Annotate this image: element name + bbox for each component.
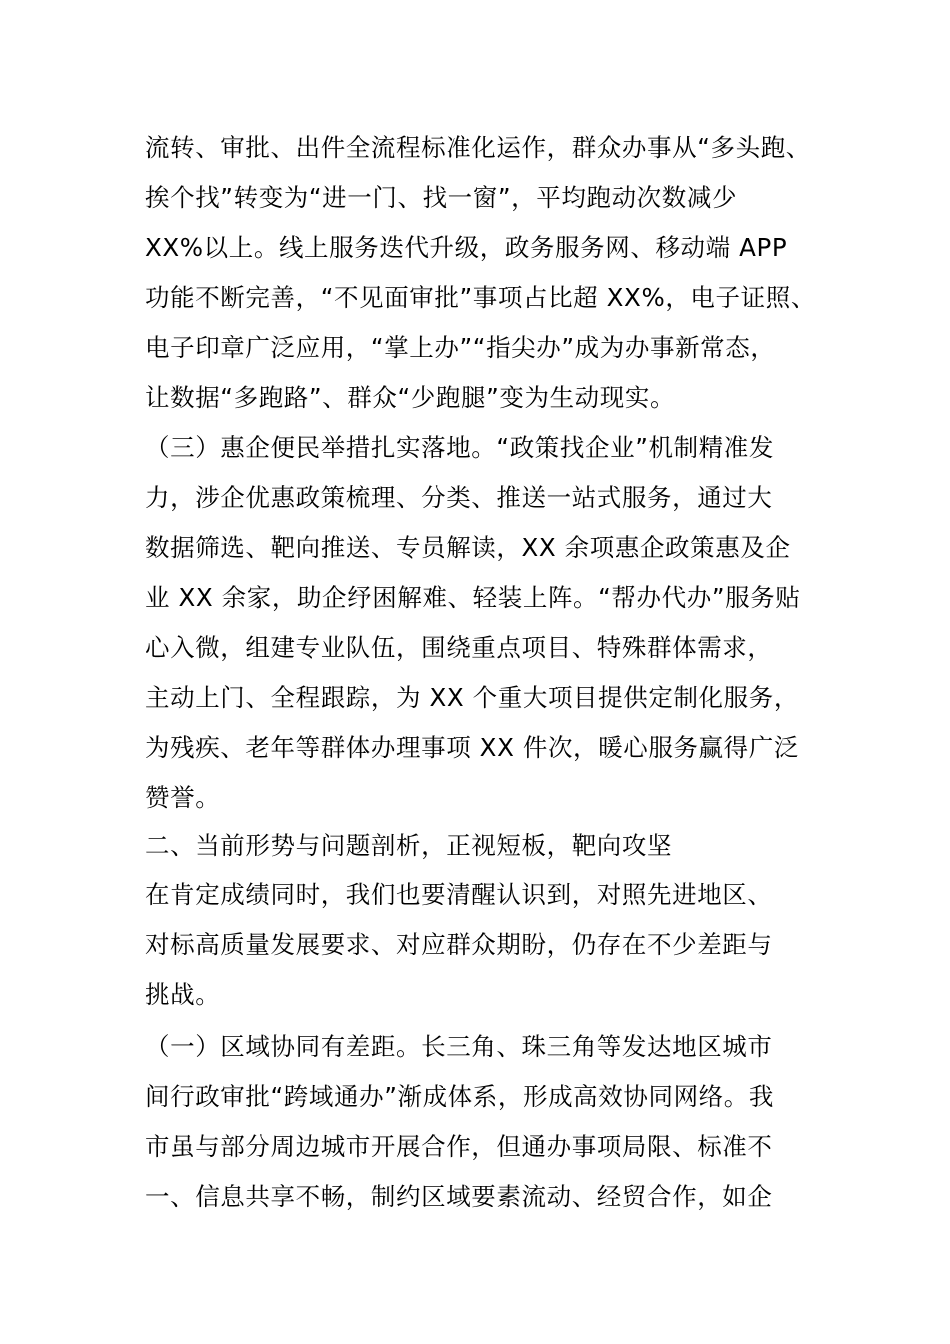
- text-line: 心入微，组建专业队伍，围绕重点项目、特殊群体需求，: [145, 633, 773, 662]
- text-line: 一、信息共享不畅，制约区域要素流动、经贸合作，如企: [145, 1182, 773, 1211]
- text-line: 让数据“多跑路”、群众“少跑腿”变为生动现实。: [145, 383, 676, 412]
- text-line: XX%以上。线上服务迭代升级，政务服务网、移动端 APP: [145, 233, 788, 262]
- text-line: 业 XX 余家，助企纾困解难、轻装上阵。“帮办代办”服务贴: [145, 583, 801, 612]
- text-line: 数据筛选、靶向推送、专员解读，XX 余项惠企政策惠及企: [145, 533, 791, 562]
- text-line: 流转、审批、出件全流程标准化运作，群众办事从“多头跑、: [145, 133, 811, 162]
- text-line: 市虽与部分周边城市开展合作，但通办事项局限、标准不: [145, 1132, 773, 1161]
- text-line: 赞誉。: [145, 783, 221, 812]
- section-heading: （三）惠企便民举措扎实落地。“政策找企业”机制精准发: [145, 433, 774, 462]
- text-line: 电子印章广泛应用，“掌上办”“指尖办”成为办事新常态，: [145, 333, 776, 362]
- chapter-heading: 二、当前形势与问题剖析，正视短板，靶向攻坚: [145, 831, 673, 860]
- text-line: 对标高质量发展要求、对应群众期盼，仍存在不少差距与: [145, 930, 773, 959]
- text-line: 间行政审批“跨域通办”渐成体系，形成高效协同网络。我: [145, 1082, 774, 1111]
- text-line: 主动上门、全程跟踪，为 XX 个重大项目提供定制化服务，: [145, 683, 799, 712]
- text-line: 力，涉企优惠政策梳理、分类、推送一站式服务，通过大: [145, 483, 773, 512]
- text-line: 挑战。: [145, 980, 221, 1009]
- section-heading: （一）区域协同有差距。长三角、珠三角等发达地区城市: [145, 1032, 773, 1061]
- text-line: 功能不断完善，“不见面审批”事项占比超 XX%，电子证照、: [145, 283, 816, 312]
- text-line: 在肯定成绩同时，我们也要清醒认识到，对照先进地区、: [145, 880, 773, 909]
- text-line: 挨个找”转变为“进一门、找一窗”，平均跑动次数减少: [145, 183, 738, 212]
- text-line: 为残疾、老年等群体办理事项 XX 件次，暖心服务赢得广泛: [145, 733, 799, 762]
